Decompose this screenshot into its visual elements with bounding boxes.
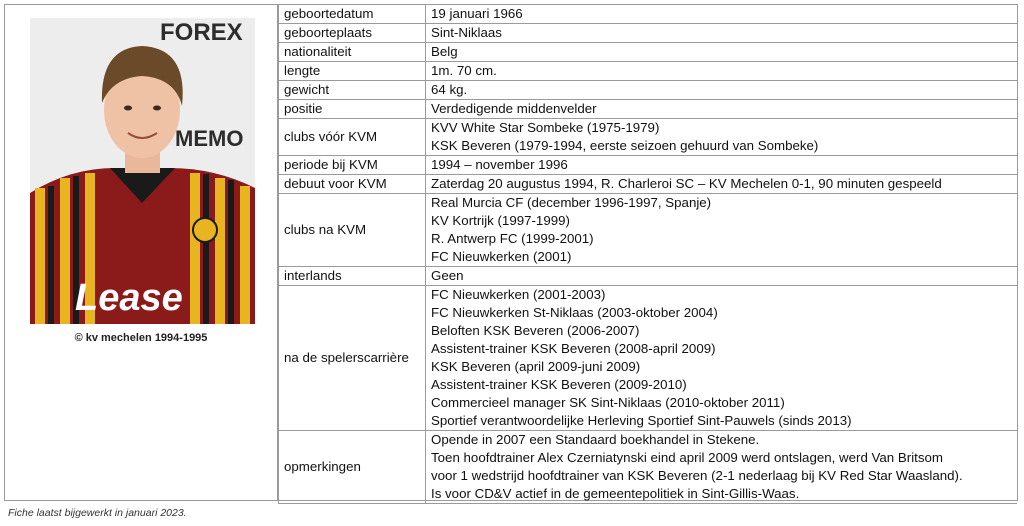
row-value-line: Assistent-trainer KSK Beveren (2009-2010): [431, 377, 687, 392]
footnote: Fiche laatst bijgewerkt in januari 2023.: [8, 507, 187, 519]
row-value: [426, 100, 1018, 119]
row-value: [426, 156, 1018, 175]
info-row: [279, 43, 1018, 62]
row-value-line: Real Murcia CF (december 1996-1997, Spanje): [431, 195, 712, 210]
row-label: opmerkingen: [279, 431, 426, 504]
row-value-line: Toen hoofdtrainer Alex Czerniatynski eind april 2009 werd ontslagen, werd Van Britsom: [431, 450, 943, 465]
info-row: [279, 175, 1018, 194]
row-value-line: KSK Beveren (april 2009-juni 2009): [431, 359, 641, 374]
info-row: [279, 431, 1018, 504]
row-value-line: Is voor CD&V actief in de gemeentepolitiek in Sint-Gillis-Waas.: [431, 486, 800, 501]
row-value-line: 19 januari 1966: [431, 6, 523, 21]
info-row: [279, 100, 1018, 119]
shirt-sponsor-text: Lease: [75, 277, 183, 319]
row-label: geboortedatum: [279, 5, 426, 24]
row-value: [426, 431, 1018, 504]
row-label: positie: [279, 100, 426, 119]
info-row: [279, 81, 1018, 100]
row-value-line: R. Antwerp FC (1999-2001): [431, 231, 594, 246]
row-value-line: KVV White Star Sombeke (1975-1979): [431, 120, 660, 135]
info-table: [278, 5, 1017, 504]
player-fiche: [4, 4, 1018, 501]
row-value-line: Beloften KSK Beveren (2006-2007): [431, 323, 640, 338]
row-value-line: Commercieel manager SK Sint-Niklaas (2010-oktober 2011): [431, 395, 785, 410]
row-value: [426, 5, 1018, 24]
row-label: na de spelerscarrière: [279, 286, 426, 431]
info-row: [279, 62, 1018, 81]
row-label: lengte: [279, 62, 426, 81]
row-label: clubs na KVM: [279, 194, 426, 267]
row-label: clubs vóór KVM: [279, 119, 426, 156]
row-value: [426, 81, 1018, 100]
row-label: geboorteplaats: [279, 24, 426, 43]
row-value-line: FC Nieuwkerken St-Niklaas (2003-oktober 2004): [431, 305, 718, 320]
row-value-line: Opende in 2007 een Standaard boekhandel in Stekene.: [431, 432, 760, 447]
row-value-line: KV Kortrijk (1997-1999): [431, 213, 570, 228]
backdrop-text-forex: FOREX: [160, 19, 243, 46]
row-value-line: Assistent-trainer KSK Beveren (2008-april 2009): [431, 341, 716, 356]
info-row: [279, 286, 1018, 431]
row-value: [426, 267, 1018, 286]
row-value-line: Sportief verantwoordelijke Herleving Sportief Sint-Pauwels (sinds 2013): [431, 413, 852, 428]
row-value-line: voor 1 wedstrijd hoofdtrainer van KSK Beveren (2-1 nederlaag bij KV Red Star Waasland).: [431, 468, 963, 483]
row-label: debuut voor KVM: [279, 175, 426, 194]
row-label: interlands: [279, 267, 426, 286]
info-row: [279, 5, 1018, 24]
row-value-line: Zaterdag 20 augustus 1994, R. Charleroi SC – KV Mechelen 0-1, 90 minuten gespeeld: [431, 176, 942, 191]
backdrop-text-memo: MEMO: [175, 126, 244, 151]
row-value-line: Verdedigende middenvelder: [431, 101, 597, 116]
info-row: [279, 119, 1018, 156]
row-value-line: FC Nieuwkerken (2001-2003): [431, 287, 606, 302]
row-value: [426, 286, 1018, 431]
info-row: [279, 156, 1018, 175]
photo-cell: [5, 5, 278, 500]
row-label: nationaliteit: [279, 43, 426, 62]
row-value-line: 1m. 70 cm.: [431, 63, 497, 78]
row-value-line: 1994 – november 1996: [431, 157, 568, 172]
row-value-line: 64 kg.: [431, 82, 468, 97]
row-value-line: Geen: [431, 268, 464, 283]
row-value-line: FC Nieuwkerken (2001): [431, 249, 572, 264]
info-row: [279, 194, 1018, 267]
row-value: [426, 119, 1018, 156]
row-value: [426, 194, 1018, 267]
photo-caption: © kv mechelen 1994-1995: [74, 332, 208, 344]
row-value: [426, 24, 1018, 43]
row-value: [426, 175, 1018, 194]
row-value: [426, 43, 1018, 62]
row-label: gewicht: [279, 81, 426, 100]
row-value-line: KSK Beveren (1979-1994, eerste seizoen gehuurd van Sombeke): [431, 138, 819, 153]
player-photo: [30, 18, 255, 324]
row-value: [426, 62, 1018, 81]
row-value-line: Belg: [431, 44, 458, 59]
row-value-line: Sint-Niklaas: [431, 25, 502, 40]
info-row: [279, 267, 1018, 286]
info-row: [279, 24, 1018, 43]
row-label: periode bij KVM: [279, 156, 426, 175]
